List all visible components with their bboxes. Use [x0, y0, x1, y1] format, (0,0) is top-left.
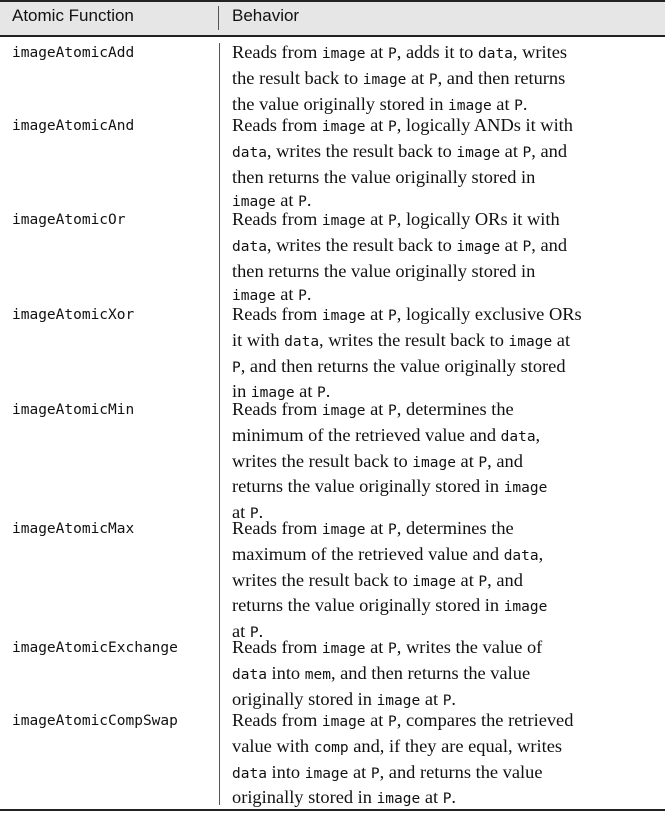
behavior-segment: then returns the value originally stored in — [232, 166, 536, 187]
function-name: imageAtomicMax — [12, 521, 135, 537]
code-term: data — [500, 428, 536, 445]
behavior-segment: minimum of the retrieved value and — [232, 424, 501, 445]
behavior-segment: , and then returns the value — [330, 662, 531, 683]
code-term: image — [456, 144, 501, 161]
behavior-segment: at — [294, 381, 318, 402]
code-term: image — [412, 454, 456, 471]
behavior-segment: at — [500, 140, 523, 161]
behavior-segment: . — [258, 502, 264, 523]
header-column-divider — [218, 6, 219, 30]
function-name: imageAtomicXor — [12, 307, 135, 323]
code-term: P — [514, 97, 523, 114]
behavior-segment: , and — [487, 569, 523, 590]
behavior-segment: . — [522, 93, 528, 114]
code-term: P — [388, 119, 397, 135]
code-term: image — [321, 522, 366, 538]
code-term: image — [376, 791, 421, 808]
function-name: imageAtomicAnd — [12, 118, 135, 134]
behavior-segment: value with — [232, 735, 314, 756]
code-term: P — [478, 454, 488, 471]
behavior-text — [232, 636, 656, 713]
code-term: image — [503, 480, 548, 497]
code-term: P — [388, 403, 397, 419]
behavior-segment: originally stored in — [232, 688, 377, 709]
code-term: data — [477, 46, 513, 62]
code-term: data — [503, 547, 539, 564]
behavior-text — [232, 114, 656, 215]
behavior-segment: at — [365, 710, 389, 730]
behavior-segment: at — [365, 518, 389, 538]
behavior-segment: into — [266, 761, 305, 782]
behavior-segment: the result back to — [232, 67, 363, 88]
header-behavior: Behavior — [232, 6, 300, 25]
behavior-segment: it with — [232, 329, 285, 350]
behavior-segment: , logically exclusive ORs — [396, 304, 582, 324]
code-term: image — [448, 97, 492, 114]
behavior-segment: originally stored in — [232, 787, 377, 808]
code-term: image — [250, 385, 295, 402]
code-term: image — [321, 714, 366, 730]
header-rule — [0, 35, 665, 37]
behavior-segment: Reads from — [232, 637, 322, 657]
function-name: imageAtomicAdd — [12, 45, 135, 61]
behavior-segment: at — [491, 93, 515, 114]
code-term: P — [478, 573, 488, 590]
behavior-segment: . — [451, 688, 457, 709]
code-term: P — [388, 714, 397, 730]
code-term: image — [321, 119, 366, 135]
code-term: image — [362, 71, 407, 88]
behavior-segment: . — [451, 787, 457, 808]
behavior-segment: , determines the — [396, 399, 514, 419]
behavior-segment: at — [455, 569, 479, 590]
behavior-segment: at — [420, 787, 443, 808]
behavior-segment: . — [306, 284, 312, 305]
code-term: image — [304, 765, 349, 782]
code-term: P — [442, 692, 452, 709]
code-term: image — [321, 403, 366, 419]
code-term: image — [376, 692, 421, 709]
behavior-segment: , writes the result back to — [266, 140, 457, 161]
code-term: image — [321, 213, 366, 229]
behavior-segment: , and then returns — [437, 67, 566, 88]
behavior-segment: , writes the value of — [396, 637, 543, 657]
code-term: data — [232, 238, 267, 255]
header-atomic-function: Atomic Function — [12, 6, 134, 25]
behavior-segment: Reads from — [232, 399, 322, 419]
code-term: image — [321, 641, 366, 657]
behavior-segment: at — [406, 67, 429, 88]
behavior-segment: writes the result back to — [232, 450, 413, 471]
behavior-segment: at — [275, 190, 299, 211]
behavior-segment: , logically ANDs it with — [396, 115, 573, 135]
behavior-segment: , and then returns the value originally stored — [240, 355, 566, 376]
behavior-segment: at — [275, 284, 299, 305]
code-term: P — [370, 765, 380, 782]
behavior-segment: the value originally stored in — [232, 93, 449, 114]
column-divider — [219, 43, 220, 805]
code-term: P — [317, 385, 326, 402]
behavior-text — [232, 303, 656, 406]
behavior-segment: at — [365, 42, 389, 62]
behavior-segment: returns the value originally stored in — [232, 595, 504, 616]
behavior-segment: at — [365, 399, 389, 419]
behavior-segment: maximum of the retrieved value and — [232, 543, 504, 564]
behavior-segment: . — [325, 381, 331, 402]
code-term: image — [508, 333, 553, 350]
behavior-segment: , writes the result back to — [319, 329, 509, 350]
code-term: image — [321, 46, 366, 62]
code-term: image — [232, 288, 276, 305]
code-term: data — [232, 144, 267, 161]
behavior-segment: . — [258, 621, 264, 642]
code-term: image — [412, 573, 456, 590]
behavior-segment: and, if they are equal, writes — [348, 735, 563, 756]
behavior-segment: at — [365, 637, 389, 657]
behavior-segment: , writes — [512, 42, 568, 62]
code-term: comp — [313, 739, 349, 756]
function-name: imageAtomicOr — [12, 212, 126, 228]
behavior-segment: at — [232, 502, 250, 523]
behavior-text — [232, 208, 656, 309]
table-header — [0, 0, 665, 36]
code-term: data — [232, 765, 267, 782]
behavior-segment: at — [365, 209, 389, 229]
code-term: P — [522, 238, 532, 255]
behavior-segment: , — [535, 424, 541, 445]
code-term: image — [503, 599, 548, 616]
code-term: P — [388, 308, 397, 324]
behavior-segment: Reads from — [232, 710, 322, 730]
code-term: P — [428, 71, 438, 88]
behavior-segment: then returns the value originally stored in — [232, 260, 536, 281]
behavior-segment: , compares the retrieved — [396, 710, 574, 730]
behavior-segment: at — [348, 761, 371, 782]
code-term: P — [522, 144, 532, 161]
code-term: P — [388, 641, 397, 657]
behavior-segment: returns the value originally stored in — [232, 476, 504, 497]
behavior-segment: , writes the result back to — [266, 234, 457, 255]
behavior-segment: , determines the — [396, 518, 514, 538]
top-rule — [0, 0, 665, 2]
behavior-segment: in — [232, 381, 251, 402]
behavior-text — [232, 398, 656, 527]
function-name: imageAtomicMin — [12, 402, 135, 418]
behavior-segment: Reads from — [232, 115, 322, 135]
behavior-text — [232, 41, 656, 118]
code-term: P — [249, 625, 259, 642]
behavior-segment: at — [232, 621, 250, 642]
code-term: image — [456, 238, 501, 255]
code-term: P — [298, 288, 307, 305]
behavior-text — [232, 517, 656, 646]
behavior-segment: , and — [531, 234, 568, 255]
behavior-segment: Reads from — [232, 518, 322, 538]
bottom-rule — [0, 809, 665, 811]
behavior-segment: . — [306, 190, 312, 211]
code-term: P — [388, 46, 397, 62]
behavior-segment: Reads from — [232, 209, 322, 229]
code-term: P — [298, 194, 307, 211]
behavior-segment: Reads from — [232, 304, 322, 324]
code-term: mem — [304, 666, 331, 683]
behavior-segment: at — [365, 304, 389, 324]
code-term: data — [232, 666, 267, 683]
code-term: data — [284, 333, 320, 350]
code-term: P — [249, 506, 259, 523]
function-name: imageAtomicExchange — [12, 640, 178, 656]
behavior-segment: , and — [487, 450, 523, 471]
behavior-segment: , logically ORs it with — [396, 209, 560, 229]
code-term: image — [321, 308, 366, 324]
behavior-segment: , and — [531, 140, 568, 161]
code-term: P — [388, 522, 397, 538]
code-term: P — [442, 791, 452, 808]
code-term: P — [232, 359, 241, 376]
behavior-segment: , and returns the value — [379, 761, 543, 782]
behavior-segment: Reads from — [232, 42, 322, 62]
code-term: image — [232, 194, 276, 211]
function-name: imageAtomicCompSwap — [12, 713, 178, 729]
behavior-segment: at — [500, 234, 523, 255]
behavior-text — [232, 709, 656, 812]
behavior-segment: at — [455, 450, 479, 471]
behavior-segment: , adds it to — [396, 42, 478, 62]
behavior-segment: at — [365, 115, 389, 135]
behavior-segment: at — [420, 688, 443, 709]
behavior-segment: into — [266, 662, 305, 683]
code-term: P — [388, 213, 397, 229]
behavior-segment: writes the result back to — [232, 569, 413, 590]
behavior-segment: , — [538, 543, 544, 564]
behavior-segment: at — [552, 329, 571, 350]
